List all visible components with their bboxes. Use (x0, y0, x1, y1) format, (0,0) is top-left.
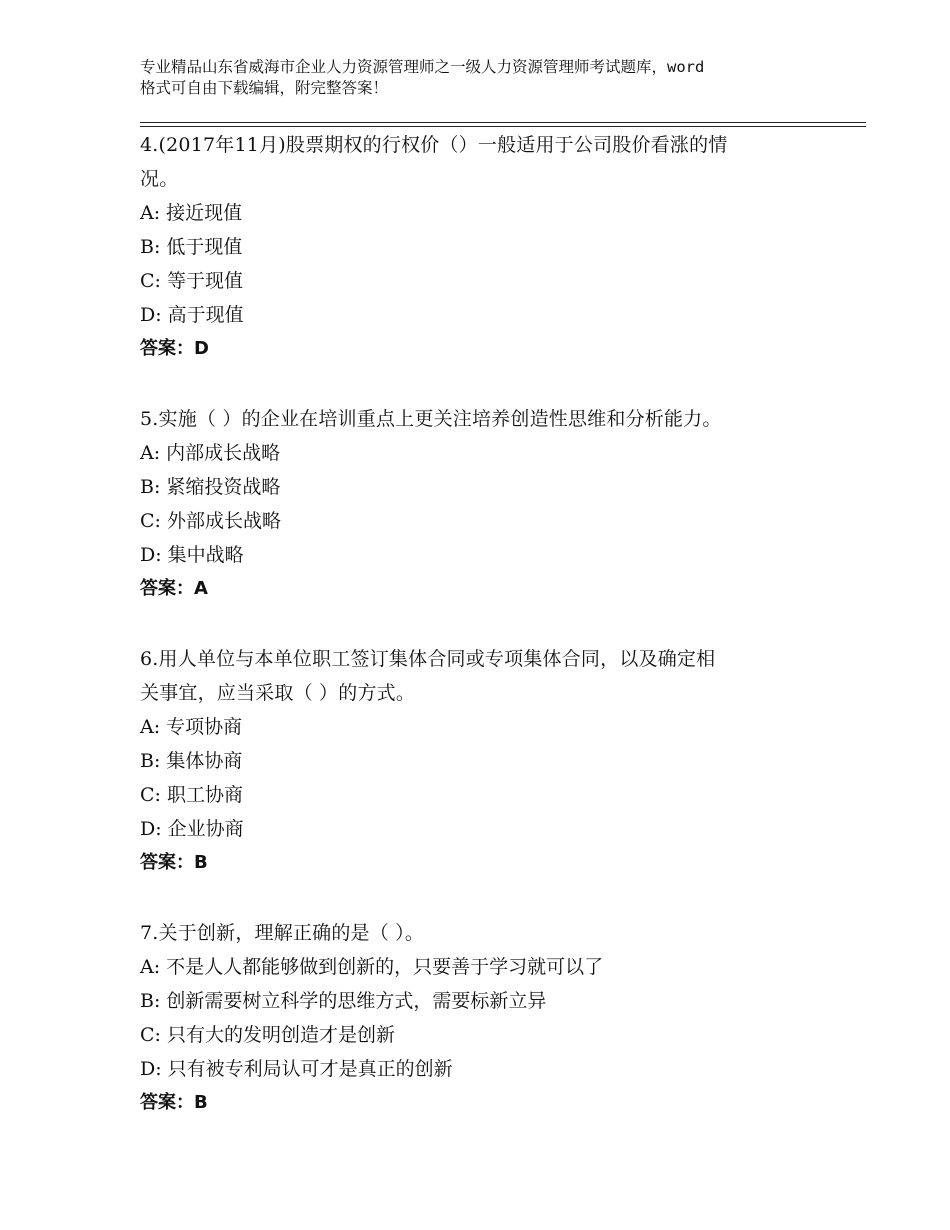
option-d: D: 高于现值 (140, 304, 244, 326)
answer-label: 答案：B (140, 1092, 208, 1113)
question-text: 6.用人单位与本单位职工签订集体合同或专项集体合同，以及确定相 (140, 648, 716, 670)
question-text: 况。 (140, 168, 179, 190)
question-7 (140, 916, 820, 1120)
answer-label: 答案：D (140, 338, 209, 359)
option-c: C: 等于现值 (140, 270, 243, 292)
option-b: B: 创新需要树立科学的思维方式，需要标新立异 (140, 990, 547, 1012)
question-list (140, 128, 820, 1120)
answer-label: 答案：B (140, 852, 208, 873)
header-line-2: 格式可自由下载编辑，附完整答案！ (140, 79, 389, 97)
question-6 (140, 642, 820, 880)
question-5 (140, 402, 820, 606)
option-a: A: 不是人人都能够做到创新的，只要善于学习就可以了 (140, 956, 604, 978)
question-4 (140, 128, 820, 366)
option-c: C: 职工协商 (140, 784, 243, 806)
option-d: D: 集中战略 (140, 544, 244, 566)
option-b: B: 紧缩投资战略 (140, 476, 281, 498)
option-a: A: 专项协商 (140, 716, 243, 738)
answer-label: 答案：A (140, 578, 208, 599)
question-text: 4.(2017年11月)股票期权的行权价（）一般适用于公司股价看涨的情 (140, 134, 728, 156)
header-line-1: 专业精品山东省威海市企业人力资源管理师之一级人力资源管理师考试题库，word (140, 58, 705, 76)
option-a: A: 接近现值 (140, 202, 243, 224)
option-b: B: 低于现值 (140, 236, 243, 258)
question-text: 7.关于创新，理解正确的是（ ）。 (140, 922, 425, 944)
option-c: C: 外部成长战略 (140, 510, 281, 532)
option-c: C: 只有大的发明创造才是创新 (140, 1024, 395, 1046)
option-a: A: 内部成长战略 (140, 442, 281, 464)
question-text: 关事宜，应当采取（ ）的方式。 (140, 682, 416, 704)
option-b: B: 集体协商 (140, 750, 243, 772)
header-divider-top (140, 122, 866, 123)
option-d: D: 只有被专利局认可才是真正的创新 (140, 1058, 453, 1080)
option-d: D: 企业协商 (140, 818, 244, 840)
question-text: 5.实施（ ）的企业在培训重点上更关注培养创造性思维和分析能力。 (140, 408, 722, 430)
document-header (140, 57, 840, 99)
header-divider-bottom (140, 126, 866, 127)
